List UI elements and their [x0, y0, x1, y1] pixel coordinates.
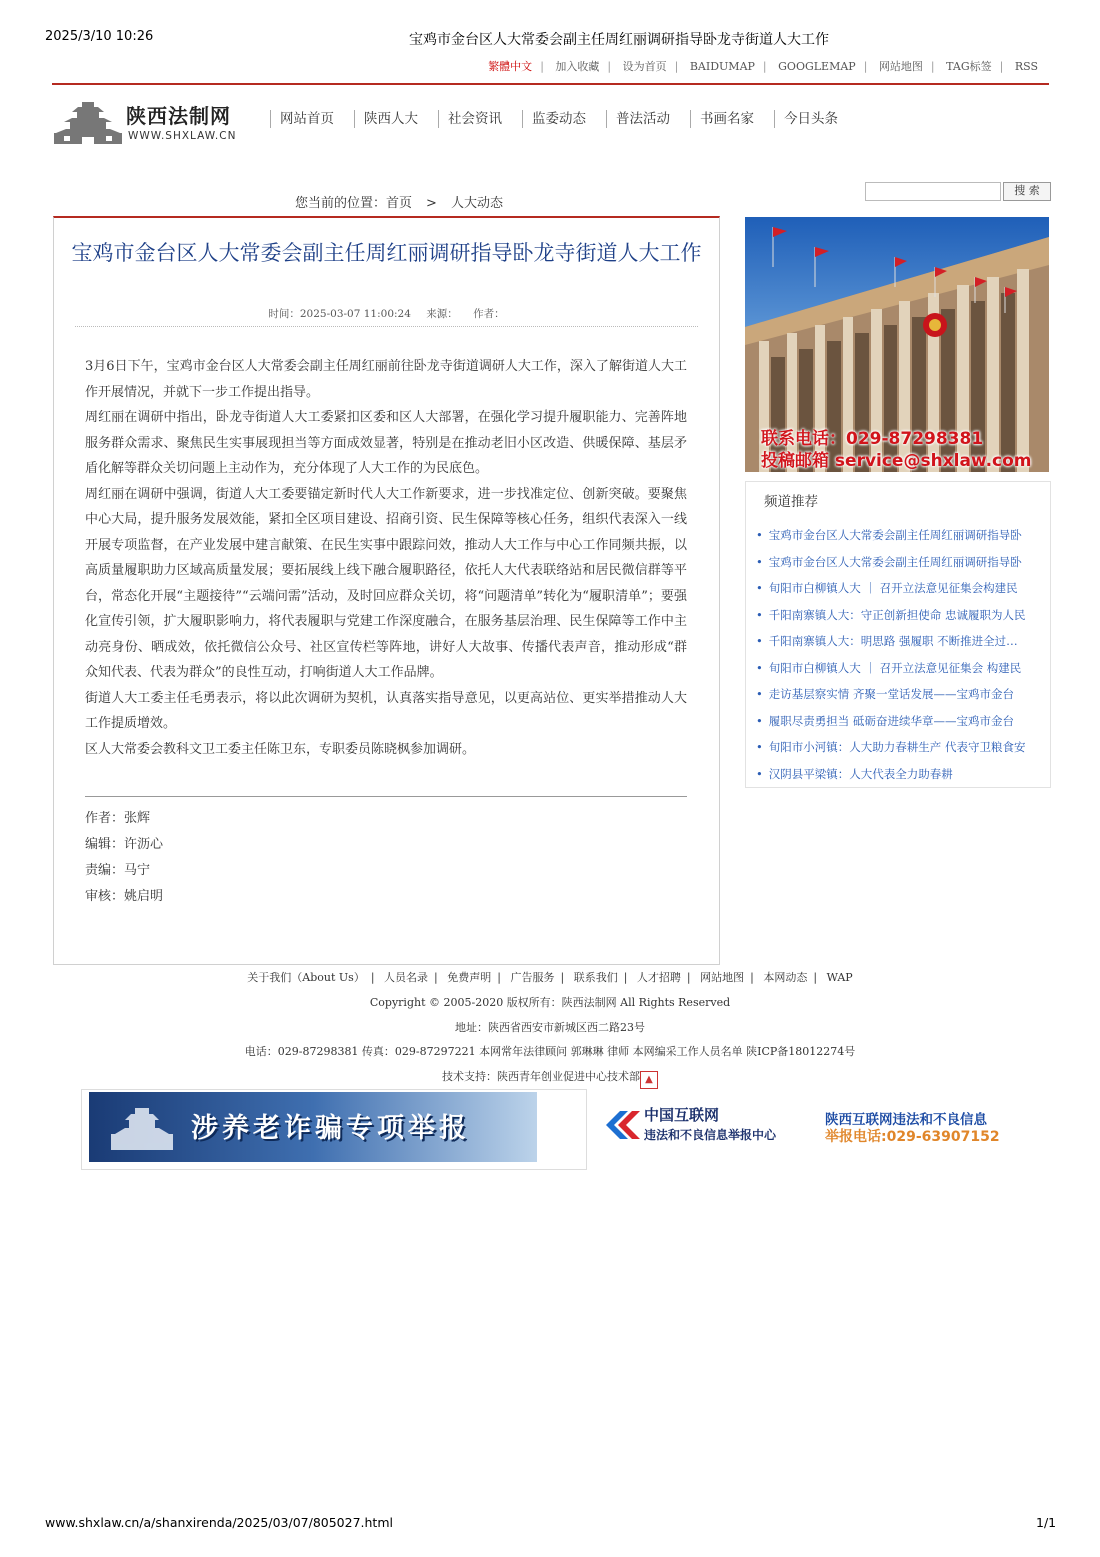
banner-phone: 联系电话：029-87298381 [761, 429, 984, 449]
nav-item-social-news[interactable]: 社会资讯 [438, 110, 522, 128]
print-url: www.shxlaw.cn/a/shanxirenda/2025/03/07/805027.html [45, 1515, 393, 1530]
top-link-googlemap[interactable]: GOOGLEMAP [778, 60, 856, 73]
ad-right-line1: 陕西互联网违法和不良信息 [825, 1112, 987, 1128]
footer-link-jobs[interactable]: 人才招聘 [636, 971, 681, 984]
site-logo[interactable] [52, 100, 262, 152]
article-paragraph: 区人大常委会教科文卫工委主任陈卫东，专职委员陈晓枫参加调研。 [85, 741, 476, 757]
top-link-favorite[interactable]: 加入收藏 [555, 60, 600, 73]
internet-report-center-ad[interactable] [600, 1100, 1050, 1160]
article-paragraph: 3月6日下午，宝鸡市金台区人大常委会副主任周红丽前往卧龙寺街道调研人大工作，深入了解街道人大工作开展情况，并就下一步工作提出指导。 [85, 359, 687, 400]
top-link-tags[interactable]: TAG标签 [946, 60, 992, 73]
list-item[interactable]: • 宝鸡市金台区人大常委会副主任周红丽调研指导卧 [756, 528, 1022, 542]
list-item[interactable]: • 汉阴县平梁镇：人大代表全力助春耕 [756, 766, 953, 781]
breadcrumb-arrow-icon: > [426, 196, 437, 211]
footer-link-wap[interactable]: WAP [826, 971, 853, 984]
ad-right-line2: 举报电话:029-63907152 [825, 1129, 1000, 1145]
article-credits [85, 806, 163, 910]
top-link-rss[interactable]: RSS [1014, 60, 1038, 73]
channel-recommend-panel [745, 481, 1051, 788]
list-item[interactable]: • 旬阳市小河镇：人大助力春耕生产 代表守卫粮食安 [756, 740, 1026, 754]
breadcrumb-home[interactable]: 首页 [386, 196, 413, 211]
article-body [85, 354, 687, 762]
credits-divider [85, 796, 687, 797]
article-panel [53, 216, 720, 965]
top-links-bar: 繁體中文 | 加入收藏 | 设为首页 | BAIDUMAP | GOOGLEMAP | 网站地图 | TAG标签 | RSS [488, 60, 1038, 73]
article-author-label: 作者： [473, 308, 505, 320]
bullet-icon: • [756, 607, 763, 622]
bullet-icon: • [756, 687, 763, 701]
footer-support [0, 1068, 1100, 1089]
footer-copyright: Copyright © 2005-2020 版权所有：陕西法制网 All Rights Reserved [369, 996, 731, 1009]
nav-item-supervision[interactable]: 监委动态 [522, 110, 606, 128]
banner-email: 投稿邮箱 service@shxlaw.com [761, 451, 1032, 471]
credit-reviewer: 审核：姚启明 [85, 889, 164, 904]
nav-item-home[interactable]: 网站首页 [270, 110, 354, 128]
credit-author: 作者：张辉 [85, 811, 151, 826]
meta-divider [75, 326, 698, 327]
article-meta [54, 306, 719, 321]
print-page-number: 1/1 [1036, 1515, 1057, 1530]
report-center-logo-icon [602, 1108, 642, 1142]
bullet-icon: • [756, 766, 763, 781]
bullet-icon: • [756, 660, 763, 675]
top-link-sitemap[interactable]: 网站地图 [878, 60, 923, 73]
nav-item-headlines[interactable]: 今日头条 [774, 110, 858, 128]
contact-banner[interactable] [745, 217, 1049, 472]
search-input[interactable] [865, 182, 1001, 201]
list-item[interactable]: • 千阳南寨镇人大：明思路 强履职 不断推进全过… [756, 634, 1018, 648]
top-link-baidumap[interactable]: BAIDUMAP [689, 60, 755, 73]
breadcrumb-current[interactable]: 人大动态 [450, 196, 503, 211]
footer-link-about[interactable]: 关于我们（About Us） [247, 971, 365, 984]
elder-fraud-report-ad[interactable] [81, 1089, 587, 1170]
breadcrumb [295, 192, 503, 211]
footer-address: 地址：陕西省西安市新城区西二路23号 [455, 1021, 645, 1034]
bullet-icon: • [756, 528, 763, 542]
credit-chief-editor: 责编：马宁 [85, 863, 151, 878]
footer-link-disclaimer[interactable]: 免费声明 [447, 971, 492, 984]
nav-item-law-activities[interactable]: 普法活动 [606, 110, 690, 128]
nav-item-artists[interactable]: 书画名家 [690, 110, 774, 128]
search-button[interactable]: 搜 索 [1003, 182, 1051, 201]
ad-left-text: 涉养老诈骗专项举报 [191, 1113, 470, 1144]
tower-ad-icon [97, 1094, 187, 1162]
bullet-icon: • [756, 554, 763, 569]
list-item[interactable]: • 旬阳市白柳镇人大 ｜ 召开立法意见征集会构建民 [756, 581, 1018, 595]
ad-right-org-sub: 违法和不良信息举报中心 [644, 1128, 777, 1142]
credit-editor: 编辑：许沥心 [85, 837, 164, 852]
footer-support-text: 技术支持：陕西青年创业促进中心技术部 [442, 1070, 640, 1083]
article-title: 宝鸡市金台区人大常委会副主任周红丽调研指导卧龙寺街道人大工作 [71, 241, 702, 265]
print-page-title: 宝鸡市金台区人大常委会副主任周红丽调研指导卧龙寺街道人大工作 [409, 32, 829, 48]
top-link-traditional[interactable]: 繁體中文 [488, 60, 533, 73]
print-datetime: 2025/3/10 10:26 [45, 29, 154, 44]
top-link-homepage[interactable]: 设为首页 [622, 60, 667, 73]
article-paragraph: 街道人大工委主任毛勇表示，将以此次调研为契机，认真落实指导意见，以更高站位、更实举措推动人大工作提质增效。 [85, 690, 687, 731]
article-paragraph: 周红丽在调研中指出，卧龙寺街道人大工委紧扣区委和区人大部署，在强化学习提升履职能力、完善阵地服务群众需求、聚焦民生实事展现担当等方面成效显著，特别是在推动老旧小区改造、供暖保障、基层矛盾化解等群众关切问题上主动作为，充分体现了人大工作的为民底色。 [85, 410, 687, 476]
bullet-icon: • [756, 634, 763, 648]
tower-logo-icon [52, 102, 124, 148]
list-item[interactable]: • 千阳南寨镇人大：守正创新担使命 忠诚履职为人民 [756, 607, 1026, 622]
logo-text-cn: 陕西法制网 [126, 104, 231, 128]
header-divider [52, 83, 1049, 85]
list-item[interactable]: • 履职尽责勇担当 砥砺奋进续华章——宝鸡市金台 [756, 713, 1014, 728]
footer-link-ads[interactable]: 广告服务 [510, 971, 555, 984]
recommend-list [756, 522, 1046, 787]
bullet-icon: • [756, 713, 763, 728]
list-item[interactable]: • 走访基层察实情 齐聚一堂话发展——宝鸡市金台 [756, 687, 1014, 701]
footer-link-news[interactable]: 本网动态 [763, 971, 808, 984]
list-item[interactable]: • 旬阳市白柳镇人大 ｜ 召开立法意见征集会 构建民 [756, 660, 1022, 675]
support-badge-icon[interactable]: ▲ [640, 1071, 658, 1089]
article-time: 时间：2025-03-07 11:00:24 [268, 308, 411, 320]
bullet-icon: • [756, 740, 763, 754]
footer-links: 关于我们（About Us） | 人员名录 | 免费声明 | 广告服务 | 联系我们 | 人才招聘 | 网站地图 | 本网动态 | WAP [247, 971, 853, 984]
article-source: 来源： [426, 308, 458, 320]
footer-link-sitemap[interactable]: 网站地图 [700, 971, 745, 984]
article-paragraph: 周红丽在调研中强调，街道人大工委要锚定新时代人大工作新要求，进一步找准定位、创新突破。要聚焦中心大局，提升服务发展效能，紧扣全区项目建设、招商引资、民生保障等核心任务，组织代表深入一线开展专项监督，在产业发展中建言献策、在民生实事中跟踪问效，推动人大工作与中心工作同频共振，以高质量履职助力区域高质量发展；要拓展线上线下融合履职路径，依托人大代表联络站和居民微信群等平台，常态化开展“主题接待”“云端问需”活动，及时回应群众关切，将“问题清单”转化为“履职清单”；要强化宣传引领，扩大履职影响力，将代表履职与党建工作深度融合，在服务基层治理、民生保障等工作中主动亮身份、晒成效，依托微信公众号、社区宣传栏等阵地，讲好人大故事、传播代表声音，推动形成“群众知代表、代表为群众”的良性互动，打响街道人大工作品牌。 [85, 486, 687, 680]
main-nav [270, 110, 858, 128]
footer-contact: 电话：029-87298381 传真：029-87297221 本网常年法律顾问 郭琳琳 律师 本网编采工作人员名单 陕ICP备18012274号 [244, 1045, 856, 1058]
nav-item-shaanxi-renda[interactable]: 陕西人大 [354, 110, 438, 128]
footer-link-contact[interactable]: 联系我们 [573, 971, 618, 984]
recommend-title: 频道推荐 [764, 494, 818, 510]
list-item[interactable]: • 宝鸡市金台区人大常委会副主任周红丽调研指导卧 [756, 554, 1022, 569]
ad-right-org: 中国互联网 [644, 1106, 720, 1124]
breadcrumb-prefix: 您当前的位置： [295, 196, 387, 211]
logo-text-en: WWW.SHXLAW.CN [128, 130, 237, 142]
bullet-icon: • [756, 581, 763, 595]
footer-link-staff[interactable]: 人员名录 [384, 971, 429, 984]
